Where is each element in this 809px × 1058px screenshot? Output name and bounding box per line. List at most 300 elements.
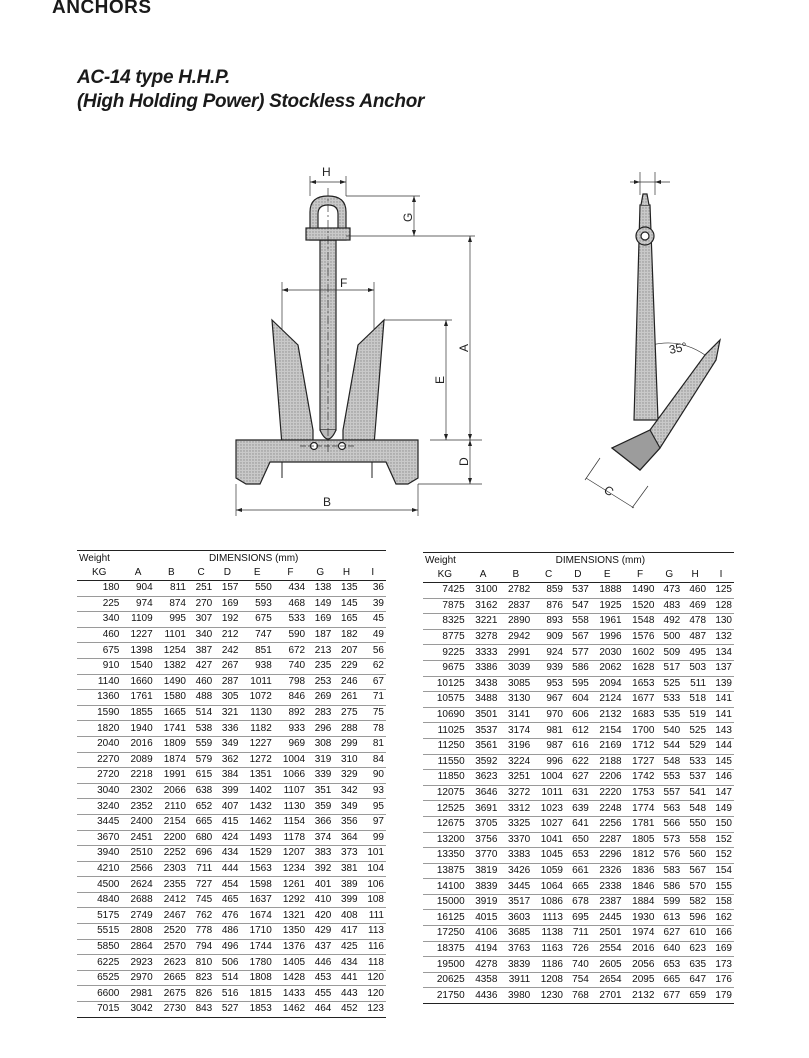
table-cell: 340 (188, 627, 214, 643)
table-cell: 12075 (423, 785, 467, 801)
table-cell: 108 (360, 892, 386, 908)
table-cell: 2520 (155, 924, 188, 940)
col-header-kg: KG (77, 566, 121, 581)
table-row (77, 721, 386, 737)
label-G: G (401, 212, 415, 222)
table-cell: 3603 (499, 910, 532, 926)
col-header-kg: KG (423, 568, 467, 583)
table-cell: 3224 (499, 754, 532, 770)
table-cell: 288 (333, 721, 359, 737)
table-cell: 553 (656, 770, 682, 786)
table-cell: 4358 (467, 972, 500, 988)
table-row (77, 736, 386, 752)
table-cell: 1637 (241, 892, 274, 908)
table-cell: 169 (307, 612, 333, 628)
table-cell: 169 (708, 941, 734, 957)
table-cell: 590 (274, 627, 307, 643)
table-row (77, 830, 386, 846)
table-cell: 874 (155, 596, 188, 612)
table-cell: 9225 (423, 645, 467, 661)
table-cell: 3488 (467, 692, 500, 708)
table-cell: 336 (214, 721, 240, 737)
table-cell: 599 (656, 894, 682, 910)
table-row (423, 660, 734, 676)
table-row (77, 955, 386, 971)
table-cell: 538 (188, 721, 214, 737)
table-cell: 740 (274, 658, 307, 674)
col-header-e: E (591, 568, 624, 583)
col-header-g: G (656, 568, 682, 583)
table-cell: 434 (214, 846, 240, 862)
table-row (77, 861, 386, 877)
table-cell: 3623 (467, 770, 500, 786)
table-cell: 3537 (467, 723, 500, 739)
table-cell: 150 (708, 816, 734, 832)
table-cell: 1140 (77, 674, 121, 690)
table-cell: 308 (307, 736, 333, 752)
table-cell: 2089 (121, 752, 154, 768)
table-cell: 141 (708, 707, 734, 723)
table-cell: 969 (274, 736, 307, 752)
table-cell: 3196 (499, 738, 532, 754)
table-cell: 2864 (121, 939, 154, 955)
table-cell: 3039 (499, 660, 532, 676)
table-cell: 970 (532, 707, 565, 723)
table-cell: 1350 (274, 924, 307, 940)
table-cell: 2352 (121, 799, 154, 815)
table-cell: 1230 (532, 988, 565, 1004)
label-angle: 35° (667, 339, 689, 357)
table-cell: 1653 (624, 676, 657, 692)
table-cell: 1004 (274, 752, 307, 768)
table-cell: 1109 (121, 612, 154, 628)
table-cell: 62 (360, 658, 386, 674)
table-cell: 2808 (121, 924, 154, 940)
dimensions-header: DIMENSIONS (mm) (121, 551, 386, 567)
table-row (77, 846, 386, 862)
table-cell: 10125 (423, 676, 467, 692)
table-cell: 3040 (77, 783, 121, 799)
table-cell: 39 (360, 596, 386, 612)
table-cell: 3839 (499, 957, 532, 973)
table-cell: 1974 (624, 926, 657, 942)
table-cell: 364 (333, 830, 359, 846)
table-cell: 1812 (624, 848, 657, 864)
table-cell: 2220 (591, 785, 624, 801)
table-cell: 11550 (423, 754, 467, 770)
label-B: B (323, 495, 332, 509)
table-cell: 1398 (121, 643, 154, 659)
table-cell: 165 (333, 612, 359, 628)
table-cell: 511 (682, 676, 708, 692)
table-cell: 910 (77, 658, 121, 674)
table-cell: 3770 (467, 848, 500, 864)
table-cell: 14100 (423, 879, 467, 895)
table-cell: 2749 (121, 908, 154, 924)
table-cell: 500 (656, 629, 682, 645)
table-cell: 563 (656, 801, 682, 817)
table-row (423, 941, 734, 957)
table-cell: 859 (532, 583, 565, 599)
table-cell: 3100 (467, 583, 500, 599)
table-cell: 893 (532, 614, 565, 630)
table-cell: 1884 (624, 894, 657, 910)
table-cell: 2296 (591, 848, 624, 864)
table-cell: 152 (708, 848, 734, 864)
table-cell: 21750 (423, 988, 467, 1004)
table-cell: 3839 (467, 879, 500, 895)
table-cell: 261 (333, 690, 359, 706)
table-cell: 67 (360, 674, 386, 690)
table-cell: 446 (307, 955, 333, 971)
table-cell: 2445 (591, 910, 624, 926)
table-row (77, 690, 386, 706)
table-cell: 1576 (624, 629, 657, 645)
table-cell: 478 (682, 614, 708, 630)
table-cell: 2570 (155, 939, 188, 955)
table-cell: 149 (708, 801, 734, 817)
table-cell: 1011 (532, 785, 565, 801)
table-cell: 1186 (532, 957, 565, 973)
table-cell: 17250 (423, 926, 467, 942)
table-cell: 1674 (241, 908, 274, 924)
table-cell: 71 (360, 690, 386, 706)
table-cell: 417 (333, 924, 359, 940)
table-cell: 2467 (155, 908, 188, 924)
table-cell: 2942 (499, 629, 532, 645)
table-cell: 399 (333, 892, 359, 908)
table-cell: 537 (565, 583, 591, 599)
table-cell: 8325 (423, 614, 467, 630)
table-cell: 987 (532, 738, 565, 754)
table-cell: 1846 (624, 879, 657, 895)
table-cell: 424 (214, 830, 240, 846)
table-cell: 558 (565, 614, 591, 630)
table-cell: 535 (656, 707, 682, 723)
table-cell: 1820 (77, 721, 121, 737)
table-cell: 158 (708, 894, 734, 910)
table-cell: 1254 (155, 643, 188, 659)
col-header-i: I (360, 566, 386, 581)
table-cell: 1930 (624, 910, 657, 926)
table-cell: 1563 (241, 861, 274, 877)
table-cell: 483 (656, 598, 682, 614)
table-cell: 560 (682, 848, 708, 864)
table-cell: 778 (188, 924, 214, 940)
table-cell: 640 (656, 941, 682, 957)
table-cell: 613 (656, 910, 682, 926)
table-cell: 106 (360, 877, 386, 893)
table-cell: 2623 (155, 955, 188, 971)
table-cell: 665 (565, 879, 591, 895)
table-cell: 104 (360, 861, 386, 877)
table-cell: 3445 (499, 879, 532, 895)
table-cell: 147 (708, 785, 734, 801)
table-cell: 550 (682, 816, 708, 832)
table-cell: 1227 (241, 736, 274, 752)
table-row (77, 986, 386, 1002)
table-cell: 711 (188, 861, 214, 877)
table-cell: 3042 (121, 1002, 154, 1018)
table-cell: 3251 (499, 770, 532, 786)
table-cell: 116 (360, 939, 386, 955)
table-row (77, 643, 386, 659)
table-cell: 529 (682, 738, 708, 754)
table-cell: 473 (656, 583, 682, 599)
table-cell: 359 (307, 799, 333, 815)
table-cell: 2132 (591, 707, 624, 723)
table-cell: 1700 (624, 723, 657, 739)
table-cell: 514 (188, 705, 214, 721)
table-cell: 1855 (121, 705, 154, 721)
table-cell: 2206 (591, 770, 624, 786)
table-cell: 2287 (591, 832, 624, 848)
table-cell: 514 (214, 970, 240, 986)
table-cell: 570 (682, 879, 708, 895)
col-header-h: H (682, 568, 708, 583)
dimensions-table-right (423, 552, 734, 1004)
table-cell: 1107 (274, 783, 307, 799)
title-line-2: (High Holding Power) Stockless Anchor (77, 91, 425, 112)
table-cell: 5175 (77, 908, 121, 924)
table-cell: 2554 (591, 941, 624, 957)
table-cell: 410 (307, 892, 333, 908)
table-cell: 638 (188, 783, 214, 799)
table-cell: 612 (565, 723, 591, 739)
table-cell: 1130 (274, 799, 307, 815)
table-cell: 550 (241, 581, 274, 597)
table-cell: 465 (214, 892, 240, 908)
table-cell: 627 (565, 770, 591, 786)
table-cell: 1321 (274, 908, 307, 924)
table-cell: 460 (188, 674, 214, 690)
table-cell: 754 (565, 972, 591, 988)
table-cell: 13200 (423, 832, 467, 848)
col-header-f: F (274, 566, 307, 581)
table-cell: 1996 (591, 629, 624, 645)
table-cell: 3370 (499, 832, 532, 848)
table-cell: 747 (241, 627, 274, 643)
table-cell: 349 (333, 799, 359, 815)
table-cell: 711 (565, 926, 591, 942)
table-cell: 366 (307, 814, 333, 830)
table-cell: 6225 (77, 955, 121, 971)
table-cell: 1540 (121, 658, 154, 674)
table-cell: 296 (307, 721, 333, 737)
table-cell: 235 (307, 658, 333, 674)
table-cell: 408 (333, 908, 359, 924)
table-row (77, 939, 386, 955)
table-cell: 548 (682, 801, 708, 817)
table-cell: 1138 (532, 926, 565, 942)
table-cell: 486 (214, 924, 240, 940)
table-cell: 650 (565, 832, 591, 848)
table-cell: 5515 (77, 924, 121, 940)
table-cell: 145 (708, 754, 734, 770)
table-cell: 1742 (624, 770, 657, 786)
table-cell: 310 (333, 752, 359, 768)
table-cell: 1774 (624, 801, 657, 817)
table-cell: 3438 (467, 676, 500, 692)
table-cell: 3333 (467, 645, 500, 661)
table-cell: 488 (188, 690, 214, 706)
table-cell: 3240 (77, 799, 121, 815)
table-cell: 125 (708, 583, 734, 599)
table-cell: 1208 (532, 972, 565, 988)
table-cell: 1753 (624, 785, 657, 801)
table-row (423, 972, 734, 988)
table-cell: 2730 (155, 1002, 188, 1018)
table-cell: 525 (656, 676, 682, 692)
table-cell: 1462 (241, 814, 274, 830)
table-cell: 1351 (241, 768, 274, 784)
table-cell: 11025 (423, 723, 467, 739)
table-cell: 518 (682, 692, 708, 708)
table-row (77, 627, 386, 643)
table-cell: 967 (532, 692, 565, 708)
table-row (423, 801, 734, 817)
table-cell: 1710 (241, 924, 274, 940)
table-cell: 675 (241, 612, 274, 628)
table-cell: 726 (565, 941, 591, 957)
table-cell: 166 (708, 926, 734, 942)
col-header-b: B (499, 568, 532, 583)
table-cell: 3174 (499, 723, 532, 739)
table-cell: 460 (77, 627, 121, 643)
table-cell: 4500 (77, 877, 121, 893)
table-cell: 3312 (499, 801, 532, 817)
table-cell: 135 (333, 581, 359, 597)
table-cell: 1761 (121, 690, 154, 706)
table-cell: 2040 (77, 736, 121, 752)
table-cell: 2991 (499, 645, 532, 661)
table-cell: 425 (333, 939, 359, 955)
table-cell: 468 (274, 596, 307, 612)
table-cell: 924 (532, 645, 565, 661)
table-cell: 3919 (467, 894, 500, 910)
table-cell: 3517 (499, 894, 532, 910)
table-cell: 974 (121, 596, 154, 612)
table-cell: 1433 (274, 986, 307, 1002)
table-cell: 120 (360, 970, 386, 986)
table-cell: 3386 (467, 660, 500, 676)
table-cell: 3911 (499, 972, 532, 988)
table-row (423, 926, 734, 942)
table-cell: 1590 (77, 705, 121, 721)
table-cell: 362 (214, 752, 240, 768)
table-cell: 3501 (467, 707, 500, 723)
table-cell: 283 (307, 705, 333, 721)
table-cell: 1780 (241, 955, 274, 971)
table-cell: 740 (565, 957, 591, 973)
table-cell: 2400 (121, 814, 154, 830)
table-cell: 1059 (532, 863, 565, 879)
table-row (77, 814, 386, 830)
table-cell: 3705 (467, 816, 500, 832)
table-cell: 586 (565, 660, 591, 676)
anchor-front-crown (236, 440, 418, 484)
table-cell: 441 (333, 970, 359, 986)
table-cell: 437 (307, 939, 333, 955)
table-row (77, 674, 386, 690)
table-cell: 680 (188, 830, 214, 846)
table-cell: 144 (708, 738, 734, 754)
table-cell: 11850 (423, 770, 467, 786)
table-cell: 1292 (274, 892, 307, 908)
table-cell: 443 (333, 986, 359, 1002)
table-cell: 548 (656, 754, 682, 770)
table-cell: 225 (77, 596, 121, 612)
table-cell: 582 (682, 894, 708, 910)
table-cell: 1178 (274, 830, 307, 846)
table-cell: 56 (360, 643, 386, 659)
table-cell: 1027 (532, 816, 565, 832)
table-cell: 2451 (121, 830, 154, 846)
table-cell: 939 (532, 660, 565, 676)
table-cell: 495 (682, 645, 708, 661)
table-cell: 157 (214, 581, 240, 597)
table-cell: 653 (565, 848, 591, 864)
table-cell: 794 (188, 939, 214, 955)
table-row (77, 768, 386, 784)
table-cell: 3592 (467, 754, 500, 770)
table-cell: 339 (307, 768, 333, 784)
label-E: E (433, 375, 447, 384)
table-cell: 476 (214, 908, 240, 924)
table-cell: 99 (360, 830, 386, 846)
table-cell: 909 (532, 629, 565, 645)
table-row (423, 754, 734, 770)
table-cell: 547 (565, 598, 591, 614)
table-cell: 503 (682, 660, 708, 676)
weight-header: Weight (77, 551, 121, 567)
table-cell: 321 (214, 705, 240, 721)
table-cell: 2302 (121, 783, 154, 799)
table-cell: 653 (656, 957, 682, 973)
dimensions-header: DIMENSIONS (mm) (467, 553, 734, 569)
table-row (77, 752, 386, 768)
table-cell: 2654 (591, 972, 624, 988)
table-cell: 392 (307, 861, 333, 877)
table-cell: 892 (274, 705, 307, 721)
table-cell: 137 (708, 660, 734, 676)
table-cell: 427 (188, 658, 214, 674)
table-cell: 3325 (499, 816, 532, 832)
table-cell: 192 (214, 612, 240, 628)
table-cell: 2326 (591, 863, 624, 879)
table-cell: 176 (708, 972, 734, 988)
table-cell: 139 (708, 676, 734, 692)
table-cell: 768 (565, 988, 591, 1004)
table-cell: 2970 (121, 970, 154, 986)
table-row (423, 879, 734, 895)
table-cell: 616 (565, 738, 591, 754)
col-header-g: G (307, 566, 333, 581)
table-cell: 383 (307, 846, 333, 862)
table-cell: 1580 (155, 690, 188, 706)
col-header-h: H (333, 566, 359, 581)
table-row (423, 894, 734, 910)
table-cell: 496 (214, 939, 240, 955)
table-cell: 2095 (624, 972, 657, 988)
table-cell: 75 (360, 705, 386, 721)
table-row (77, 658, 386, 674)
table-cell: 469 (682, 598, 708, 614)
label-H: H (322, 165, 331, 179)
table-cell: 1660 (121, 674, 154, 690)
table-cell: 7015 (77, 1002, 121, 1018)
table-row (423, 863, 734, 879)
